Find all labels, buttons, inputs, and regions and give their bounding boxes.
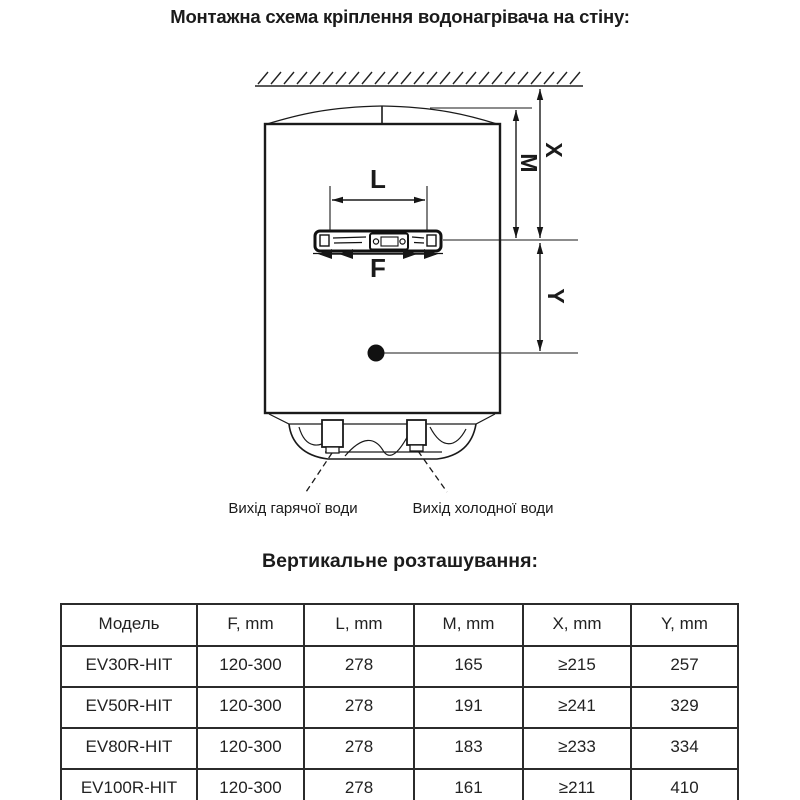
cell-l: 278 [304,646,414,687]
cell-m: 183 [414,728,523,769]
dim-label-x: X [541,142,567,158]
page-title: Монтажна схема кріплення водонагрівача на стіну: [170,6,630,27]
cold-outlet-label: Вихід холодної води [412,500,554,517]
cell-x: ≥233 [523,728,631,769]
header-m: M, mm [414,604,523,646]
cell-f: 120-300 [197,646,304,687]
header-model: Модель [61,604,197,646]
hot-outlet-label: Вихід гарячої води [228,500,358,517]
table-row [61,728,738,769]
cell-x: ≥215 [523,646,631,687]
dim-label-l: L [370,164,386,194]
table-row [61,687,738,728]
cell-f: 120-300 [197,769,304,800]
cell-l: 278 [304,728,414,769]
dim-label-y: Y [543,288,569,304]
cell-f: 120-300 [197,728,304,769]
table-header-row [61,604,738,646]
cell-m: 191 [414,687,523,728]
header-x: X, mm [523,604,631,646]
cell-y: 410 [631,769,738,800]
cold-outlet-leader [418,451,447,492]
cell-model: EV30R-HIT [61,646,197,687]
cell-y: 329 [631,687,738,728]
table-row [61,646,738,687]
cell-m: 161 [414,769,523,800]
outlet-pipes [322,420,426,453]
cell-y: 334 [631,728,738,769]
table-row [61,769,738,800]
cell-x: ≥241 [523,687,631,728]
dimension-m [430,108,532,238]
cell-l: 278 [304,687,414,728]
cell-model: EV50R-HIT [61,687,197,728]
mounting-point-marker [368,345,385,362]
cell-model: EV100R-HIT [61,769,197,800]
dim-label-f: F [370,253,386,283]
mounting-bracket [313,231,443,254]
dim-label-m: M [516,153,542,173]
header-y: Y, mm [631,604,738,646]
cell-y: 257 [631,646,738,687]
header-f: F, mm [197,604,304,646]
section-title: Вертикальне розташування: [262,550,538,572]
dimensions-table [60,603,739,800]
cell-model: EV80R-HIT [61,728,197,769]
cell-f: 120-300 [197,687,304,728]
dimension-x [443,89,578,240]
cell-l: 278 [304,769,414,800]
cell-x: ≥211 [523,769,631,800]
cell-m: 165 [414,646,523,687]
ceiling-hatch [255,72,583,86]
header-l: L, mm [304,604,414,646]
